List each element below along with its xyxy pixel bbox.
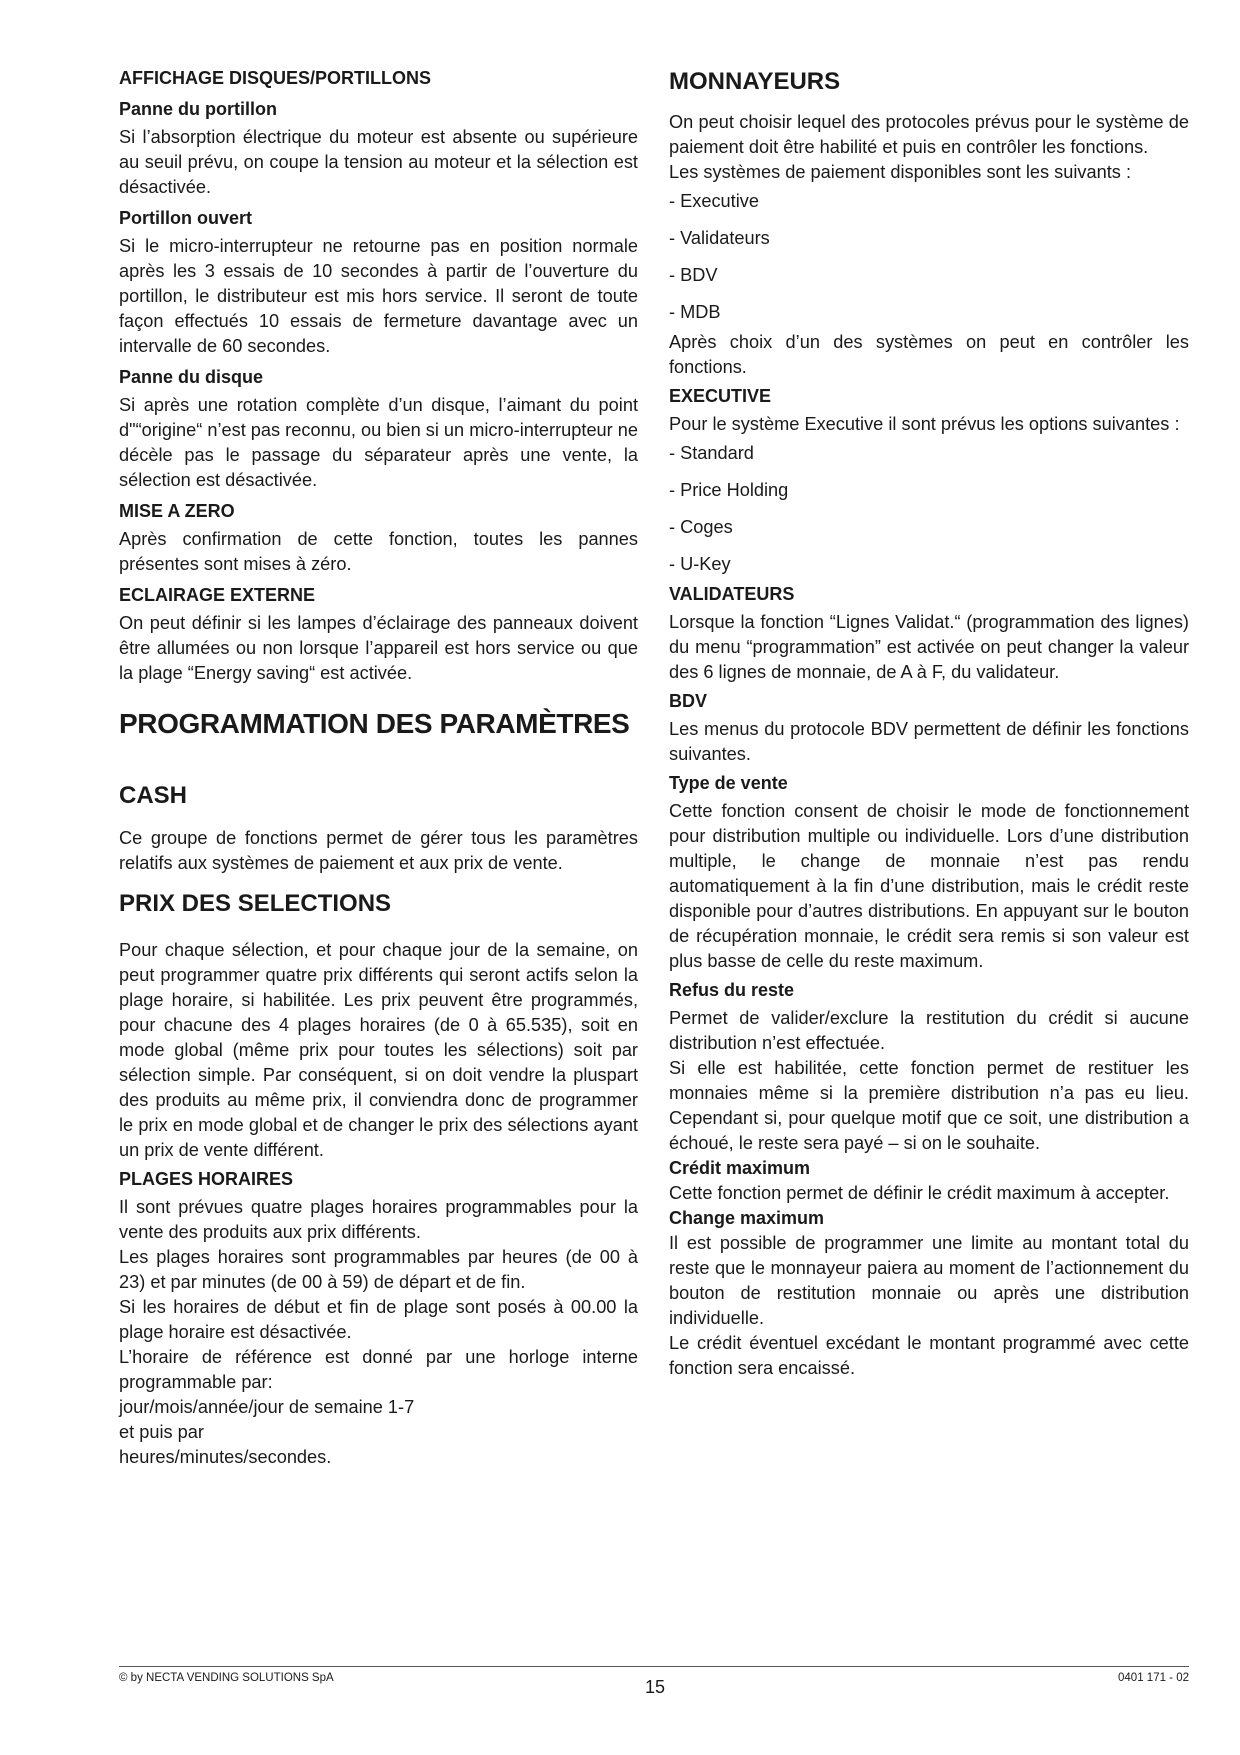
heading-prix: PRIX DES SELECTIONS bbox=[119, 890, 392, 917]
heading-validateurs: VALIDATEURS bbox=[669, 584, 795, 604]
subheading-change: Change maximum bbox=[669, 1208, 825, 1228]
para-credit: Cette fonction permet de définir le crédit maximum à accepter. bbox=[669, 1183, 1170, 1203]
heading-plages: PLAGES HORAIRES bbox=[119, 1169, 294, 1189]
heading-monnayeurs: MONNAYEURS bbox=[669, 68, 841, 95]
para-change-1: Il est possible de programmer une limite au montant total du reste que le monnayeur paiera au moment de l’actionnement du bouton de restitution monnaie ou après une distribution individuelle. bbox=[669, 1233, 1189, 1328]
para-plages-6: et puis par bbox=[119, 1422, 204, 1442]
list-item-system: - BDV bbox=[669, 265, 718, 285]
para-refus-1: Permet de valider/exclure la restitution du crédit si aucune distribution n’est effectuée. bbox=[669, 1008, 1189, 1053]
subheading-type-vente: Type de vente bbox=[669, 773, 788, 793]
subheading-panne-portillon: Panne du portillon bbox=[119, 99, 277, 119]
heading-mise-zero: MISE A ZERO bbox=[119, 501, 235, 521]
footer-divider bbox=[119, 1666, 1189, 1667]
list-item-system: - Executive bbox=[669, 191, 759, 211]
para-plages-5: jour/mois/année/jour de semaine 1-7 bbox=[119, 1397, 415, 1417]
para-bdv: Les menus du protocole BDV permettent de définir les fonctions suivantes. bbox=[669, 719, 1189, 764]
para-panne-portillon: Si l’absorption électrique du moteur est absente ou supérieure au seuil prévu, on coupe la tension au moteur et la sélection est désactivée. bbox=[119, 127, 638, 197]
para-monnayeurs-1: On peut choisir lequel des protocoles prévus pour le système de paiement doit être habilité et puis en contrôler les fonctions. bbox=[669, 112, 1189, 157]
para-portillon-ouvert: Si le micro-interrupteur ne retourne pas en position normale après les 3 essais de 10 secondes à partir de l’ouverture du portillon, le distributeur est mis hors service. Il seront de toute façon effectués 10 essais de fermeture davantage avec un intervalle de 60 secondes. bbox=[119, 236, 638, 356]
left-column bbox=[119, 66, 638, 1470]
footer-copyright: © by NECTA VENDING SOLUTIONS SpA bbox=[119, 1672, 334, 1684]
para-plages-2: Les plages horaires sont programmables par heures (de 00 à 23) et par minutes (de 00 à 59) de départ et de fin. bbox=[119, 1247, 638, 1292]
para-plages-4: L’horaire de référence est donné par une horloge interne programmable par: bbox=[119, 1347, 638, 1392]
subheading-portillon-ouvert: Portillon ouvert bbox=[119, 208, 253, 228]
heading-affichage: AFFICHAGE DISQUES/PORTILLONS bbox=[119, 68, 432, 88]
para-plages-7: heures/minutes/secondes. bbox=[119, 1447, 332, 1467]
para-cash: Ce groupe de fonctions permet de gérer tous les paramètres relatifs aux systèmes de paiement et aux prix de vente. bbox=[119, 828, 638, 873]
footer-doc-code: 0401 171 - 02 bbox=[1118, 1672, 1189, 1684]
list-item-system: - Validateurs bbox=[669, 228, 770, 248]
para-prix: Pour chaque sélection, et pour chaque jour de la semaine, on peut programmer quatre prix différents qui seront actifs selon la plage horaire, si habilitée. Les prix peuvent être programmés, pour chacune des 4 plages horaires (de 0 à 65.535), soit en mode global (même prix pour toutes les sélections) soit par sélection simple. Par conséquent, si on doit vendre la pluspart des produits au même prix, il conviendra donc de programmer le prix en mode global et de changer le prix des sélections ayant un prix de vente différent. bbox=[119, 940, 638, 1160]
para-executive: Pour le système Executive il sont prévus les options suivantes : bbox=[669, 414, 1180, 434]
subheading-refus: Refus du reste bbox=[669, 980, 795, 1000]
list-item-option: - Coges bbox=[669, 517, 733, 537]
para-plages-1: Il sont prévues quatre plages horaires programmables pour la vente des produits aux prix différents. bbox=[119, 1197, 638, 1242]
heading-cash: CASH bbox=[119, 782, 188, 809]
para-monnayeurs-3: Après choix d’un des systèmes on peut en contrôler les fonctions. bbox=[669, 332, 1189, 377]
para-type-vente: Cette fonction consent de choisir le mode de fonctionnement pour distribution multiple ou individuelle. Lors d’une distribution multiple, le change de monnaie n’est pas rendu automatiquement à la fin d’une distribution, mais le crédit reste disponible pour d’autres distributions. En appuyant sur le bouton de récupération monnaie, le crédit sera remis si son valeur est plus basse de celle du reste maximum. bbox=[669, 801, 1189, 971]
para-panne-disque: Si après une rotation complète d’un disque, l’aimant du point d"“origine“ n’est pas reconnu, ou bien si un micro-interrupteur ne décèle pas le passage du séparateur après une vente, la sélection est désactivée. bbox=[119, 395, 639, 490]
para-plages-3: Si les horaires de début et fin de plage sont posés à 00.00 la plage horaire est désactivée. bbox=[119, 1297, 638, 1342]
para-monnayeurs-2: Les systèmes de paiement disponibles sont les suivants : bbox=[669, 162, 1132, 182]
heading-programmation: PROGRAMMATION DES PARAMÈTRES bbox=[119, 708, 630, 739]
list-item-option: - U-Key bbox=[669, 554, 731, 574]
list-item-system: - MDB bbox=[669, 302, 721, 322]
para-mise-zero: Après confirmation de cette fonction, toutes les pannes présentes sont mises à zéro. bbox=[119, 529, 638, 574]
list-item-option: - Price Holding bbox=[669, 480, 789, 500]
subheading-credit: Crédit maximum bbox=[669, 1158, 811, 1178]
heading-bdv: BDV bbox=[669, 691, 708, 711]
right-column bbox=[669, 66, 1189, 1381]
para-change-2: Le crédit éventuel excédant le montant programmé avec cette fonction sera encaissé. bbox=[669, 1333, 1189, 1378]
page-number: 15 bbox=[644, 1677, 666, 1697]
para-validateurs: Lorsque la fonction “Lignes Validat.“ (programmation des lignes) du menu “programmation” est activée on peut changer la valeur des 6 lignes de monnaie, de A à F, du validateur. bbox=[669, 612, 1189, 682]
para-eclairage: On peut définir si les lampes d’éclairage des panneaux doivent être allumées ou non lorsque l’appareil est hors service ou que la plage “Energy saving“ est activée. bbox=[119, 613, 638, 683]
heading-executive: EXECUTIVE bbox=[669, 386, 772, 406]
list-item-option: - Standard bbox=[669, 443, 754, 463]
subheading-panne-disque: Panne du disque bbox=[119, 367, 264, 387]
heading-eclairage: ECLAIRAGE EXTERNE bbox=[119, 585, 316, 605]
para-refus-2: Si elle est habilitée, cette fonction permet de restituer les monnaies même si la première distribution n’a pas eu lieu. Cependant si, pour quelque motif que ce soit, une distribution a échoué, le reste sera payé – si on le souhaite. bbox=[669, 1058, 1189, 1153]
